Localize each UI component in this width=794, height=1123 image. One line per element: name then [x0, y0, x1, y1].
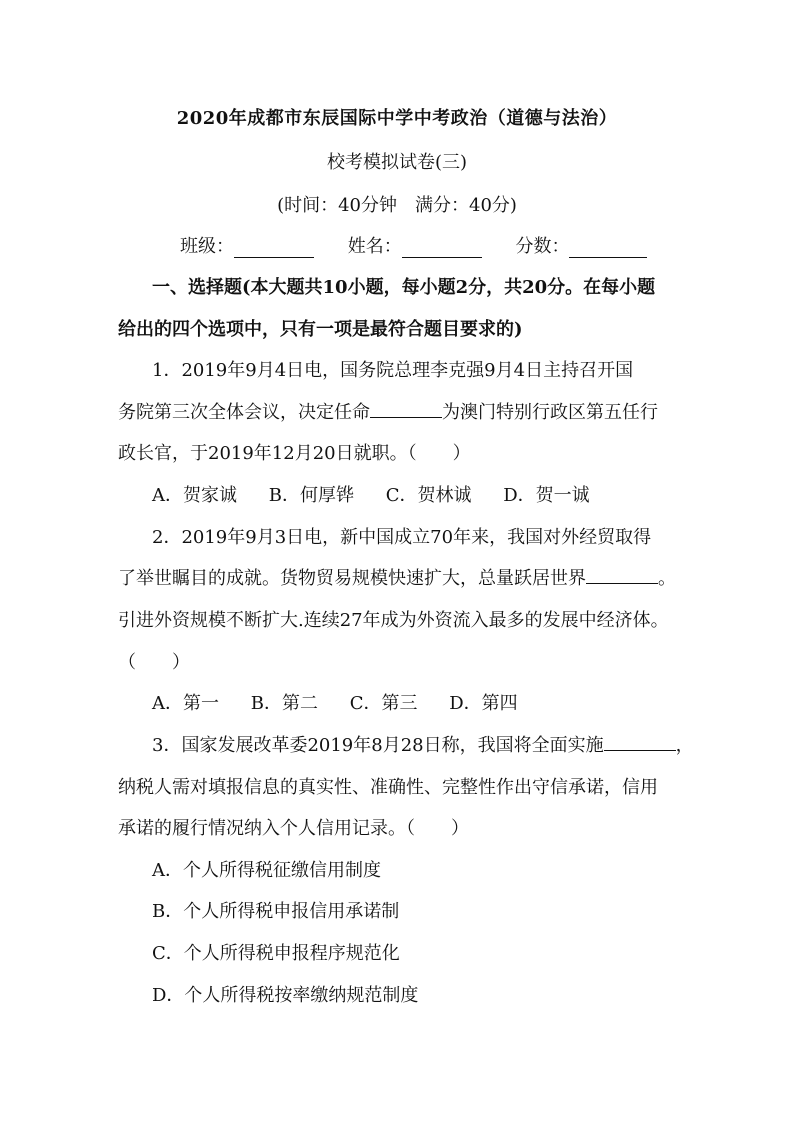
name-field [348, 232, 482, 258]
q1-option-d[interactable]: D．贺一诚 [503, 485, 590, 506]
q1-line3: 政长官，于2019年12月20日就职。（ ） [118, 443, 471, 464]
q3-option-b[interactable]: B．个人所得税申报信用承诺制 [152, 901, 400, 922]
q1-option-a[interactable]: A．贺家诚 [152, 485, 237, 506]
score-blank[interactable] [569, 239, 647, 258]
q2-option-a[interactable]: A．第一 [152, 693, 219, 714]
name-label: 姓名： [347, 236, 402, 257]
q1-line2-a: 务院第三次全体会议，决定任命 [118, 402, 370, 423]
q1-answer-blank[interactable] [370, 401, 442, 418]
exam-subtitle: 校考模拟试卷(三) [326, 152, 468, 173]
q3-option-c[interactable]: C．个人所得税申报程序规范化 [152, 943, 400, 964]
q2-option-b[interactable]: B．第二 [250, 693, 318, 714]
q1-line2 [118, 398, 658, 424]
q2-option-c[interactable]: C．第三 [349, 693, 418, 714]
q3-line3: 承诺的履行情况纳入个人信用记录。（ ） [118, 818, 469, 839]
q3-line1-b: ， [675, 735, 694, 756]
q2-options [152, 689, 544, 715]
q2-line3: 引进外资规模不断扩大.连续27年成为外资流入最多的发展中经济体。 [118, 610, 669, 631]
class-field [180, 232, 314, 258]
exam-title: 2020年成都市东辰国际中学中考政治（道德与法治） [176, 108, 618, 129]
section-heading-line1: 一、选择题(本大题共10小题，每小题2分，共20分。在每小题 [152, 277, 656, 298]
q1-options [152, 481, 616, 507]
class-label: 班级： [180, 236, 234, 257]
q2-line4: （ ） [118, 652, 190, 673]
class-blank[interactable] [234, 239, 314, 258]
q2-option-d[interactable]: D．第四 [449, 693, 518, 714]
q2-line2-a: 了举世瞩目的成就。货物贸易规模快速扩大，总量跃居世界 [118, 568, 586, 589]
q2-line1: 2．2019年9月3日电，新中国成立70年来，我国对外经贸取得 [152, 527, 652, 548]
exam-time-info: (时间：40分钟 满分：40分) [277, 195, 517, 216]
q3-line1-a: 3．国家发展改革委2019年8月28日称，我国将全面实施 [152, 735, 604, 756]
q1-line2-b: 为澳门特别行政区第五任行 [442, 402, 658, 423]
score-label: 分数： [515, 236, 570, 257]
q3-line2: 纳税人需对填报信息的真实性、准确性、完整性作出守信承诺，信用 [118, 777, 658, 798]
q3-option-d[interactable]: D．个人所得税按率缴纳规范制度 [152, 985, 419, 1006]
q2-answer-blank[interactable] [586, 567, 658, 584]
q1-line1: 1．2019年9月4日电，国务院总理李克强9月4日主持召开国 [152, 360, 634, 381]
q3-option-a[interactable]: A．个人所得税征缴信用制度 [152, 860, 381, 881]
q2-line2 [118, 564, 676, 590]
student-info-row [180, 232, 680, 258]
name-blank[interactable] [402, 239, 482, 258]
score-field [515, 232, 647, 258]
section-heading-line2: 给出的四个选项中，只有一项是最符合题目要求的) [118, 319, 523, 340]
q1-option-b[interactable]: B．何厚铧 [268, 485, 354, 506]
q2-line2-b: 。 [658, 568, 676, 589]
q3-answer-blank[interactable] [604, 734, 676, 751]
q3-line1 [152, 731, 694, 757]
q1-option-c[interactable]: C．贺林诚 [385, 485, 472, 506]
